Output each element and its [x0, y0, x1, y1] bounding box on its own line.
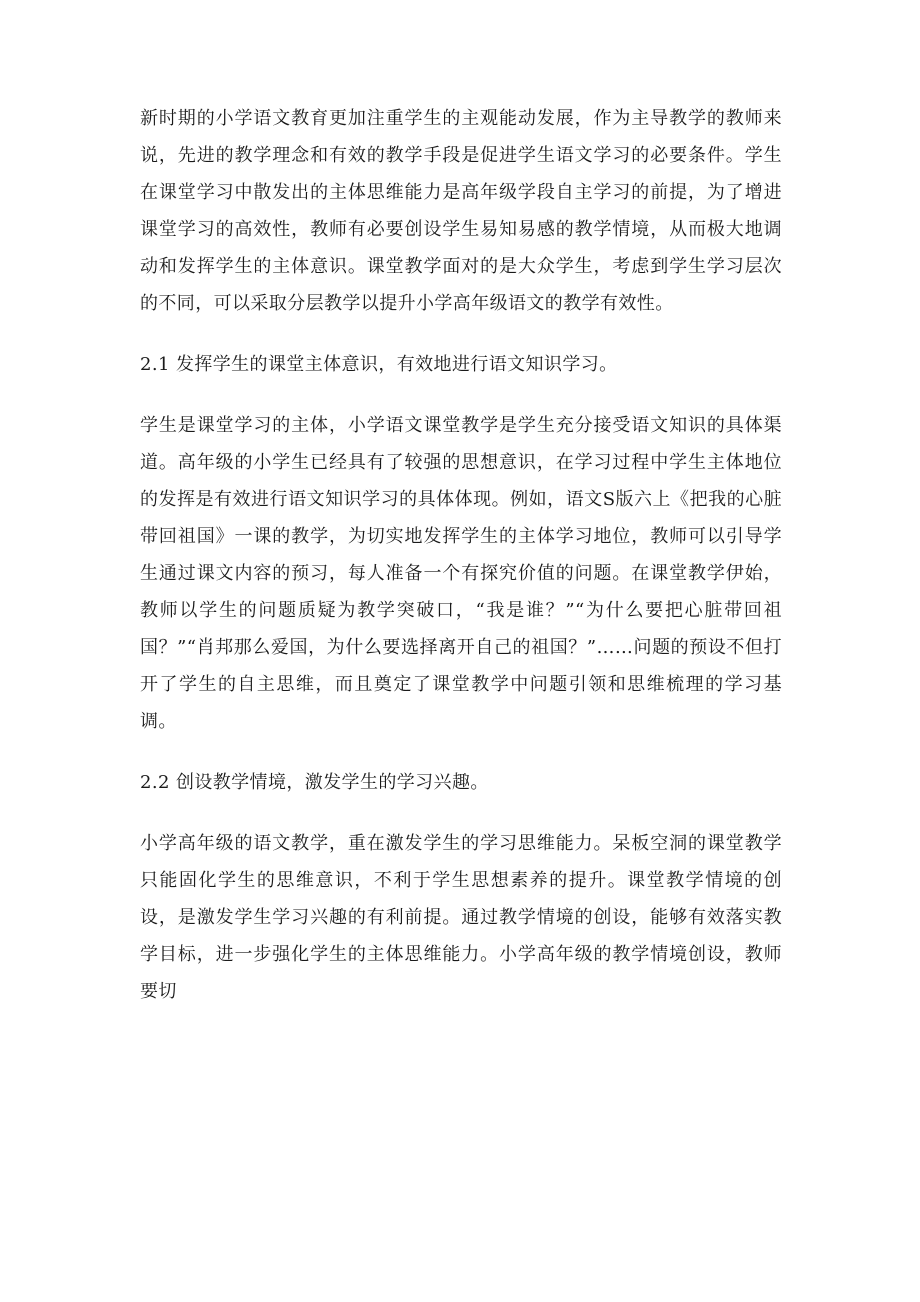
- body-paragraph-2-2: 小学高年级的语文教学，重在激发学生的学习思维能力。呆板空洞的课堂教学只能固化学生的思维意识，不利于学生思想素养的提升。课堂教学情境的创设，是激发学生学习兴趣的有利前提。通过教学情境的创设，能够有效落实教学目标，进一步强化学生的主体思维能力。小学高年级的教学情境创设，教师要切: [140, 833, 782, 1002]
- section-heading-2-1: 2.1 发挥学生的课堂主体意识，有效地进行语文知识学习。: [140, 354, 618, 375]
- section-heading-2-2: 2.2 创设教学情境，激发学生的学习兴趣。: [140, 772, 489, 793]
- body-paragraph-intro: 新时期的小学语文教育更加注重学生的主观能动发展，作为主导教学的教师来说，先进的教学理念和有效的教学手段是促进学生语文学习的必要条件。学生在课堂学习中散发出的主体思维能力是高年级学段自主学习的前提，为了增进课堂学习的高效性，教师有必要创设学生易知易感的教学情境，从而极大地调动和发挥学生的主体意识。课堂教学面对的是大众学生，考虑到学生学习层次的不同，可以采取分层教学以提升小学高年级语文的教学有效性。: [140, 108, 782, 314]
- document-body: [140, 100, 782, 1034]
- body-paragraph-2-1: 学生是课堂学习的主体，小学语文课堂教学是学生充分接受语文知识的具体渠道。高年级的小学生已经具有了较强的思想意识，在学习过程中学生主体地位的发挥是有效进行语文知识学习的具体体现。例如，语文S版六上《把我的心脏带回祖国》一课的教学，为切实地发挥学生的主体学习地位，教师可以引导学生通过课文内容的预习，每人准备一个有探究价值的问题。在课堂教学伊始，教师以学生的问题质疑为教学突破口，“我是谁？”“为什么要把心脏带回祖国？”“肖邦那么爱国，为什么要选择离开自己的祖国？”……问题的预设不但打开了学生的自主思维，而且奠定了课堂教学中问题引领和思维梳理的学习基调。: [140, 415, 782, 732]
